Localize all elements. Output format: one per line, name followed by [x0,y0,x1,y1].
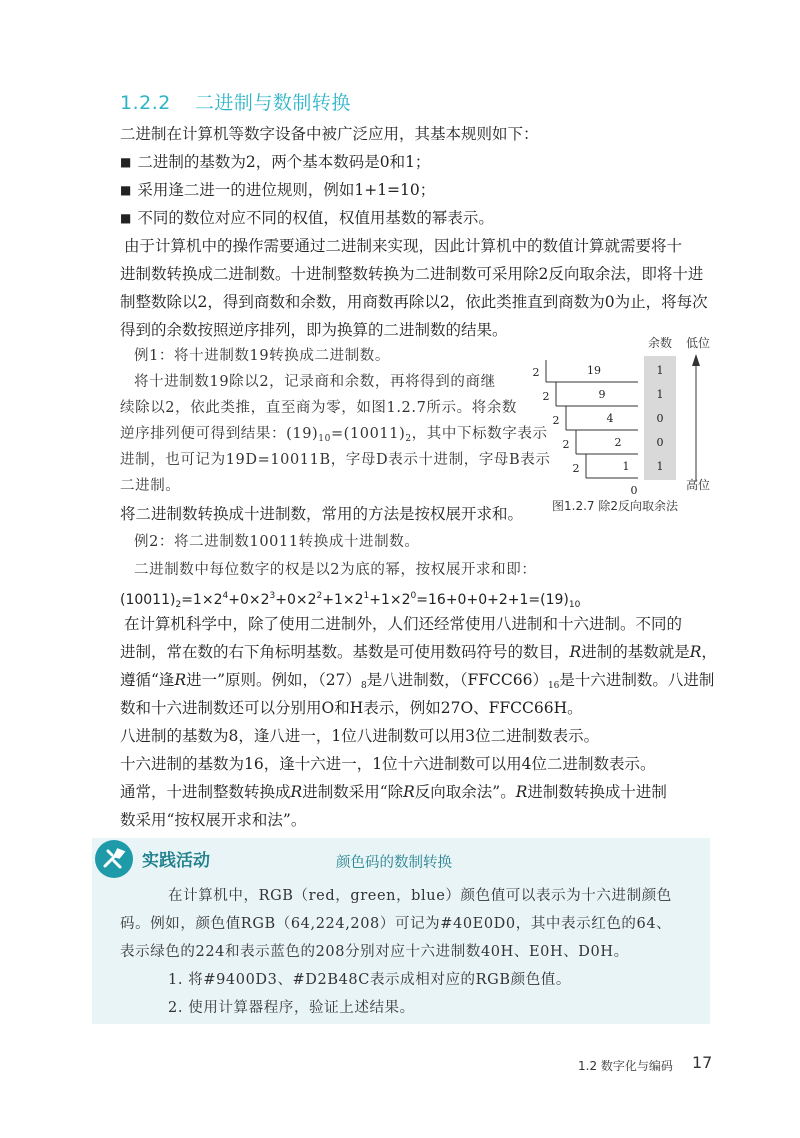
bullet-item: ■ 采用逢二进一的进位规则，例如1+1=10； [120,180,710,201]
italic-r: R [689,643,702,661]
division-diagram [528,332,718,522]
punctuation: ， [411,426,427,442]
italic-r: R [569,643,582,661]
remainder-label: 余数 [648,336,673,350]
intro-text: 二进制在计算机等数字设备中被广泛应用，其基本规则如下： [120,125,539,143]
subscript: 2 [405,434,412,444]
activity-line: 码。例如，颜色值RGB（64,224,208）可记为#40E0D0，其中表示红色的64、 [120,916,672,932]
division-figure [528,332,718,522]
quotient-value: 9 [598,388,606,401]
section-heading [120,88,351,115]
subscript: 10 [318,434,331,444]
paragraph-line: 八进制的基数为8，逢八进一，1位八进制数可以用3位二进制数表示。 [120,727,600,745]
formula-term: =16+0+0+2+1=(19) [416,592,569,608]
text-span: 是十六进制数。八进制 [559,671,715,689]
italic-r: R [290,783,303,801]
text-span: 进一”原则。例如，（27） [186,671,362,689]
activity-line: 表示绿色的224和表示蓝色的208分别对应十六进制数40H、E0H、D0H。 [120,944,629,960]
paragraph-line: 在计算机科学中，除了使用二进制外，人们还经常使用八进制和十六进制。不同的 [124,615,683,633]
italic-r: R [515,783,528,801]
activity-line: 在计算机中，RGB（red，green，blue）颜色值可以表示为十六进制颜色 [168,888,672,904]
divisor-value: 2 [562,438,570,451]
result-decimal: (19) [286,426,319,442]
quotient-value: 4 [606,412,614,425]
formula-binary: (10011) [120,592,176,608]
expansion-formula [120,586,710,615]
quotient-value: 0 [630,484,638,497]
paragraph-line: 由于计算机中的操作需要通过二进制来实现，因此计算机中的数值计算就需要将十 [124,237,683,255]
quotient-value: 1 [622,460,630,473]
result-prefix: 逆序排列便可得到结果： [120,426,287,442]
quotient-value: 2 [614,436,622,449]
quotient-value: 19 [587,364,601,377]
paragraph-line [120,782,710,802]
bullet-item: ■ 二进制的基数为2，两个基本数码是0和1； [120,152,710,173]
example2-title: 例2：将二进制数10011转换成十进制数。 [134,534,420,550]
paragraph-line: 十六进制的基数为16，逢十六进一，1位十六进制数可以用4位二进制数表示。 [120,755,656,773]
italic-r: R [403,783,415,801]
exponent: 0 [410,591,417,601]
activity-subtitle: 颜色码的数制转换 [336,855,452,871]
remainder-value: 1 [656,460,664,473]
text-span: 进制的基数就是 [581,643,690,661]
high-bit-label: 高位 [686,478,711,492]
remainder-value: 0 [656,412,664,425]
paragraph-line [120,670,715,696]
text-span: 通常，十进制整数转换成 [120,783,291,801]
paragraph-line: 进制数转换成二进制数。十进制整数转换为二进制数可采用除2反向取余法，即将十进 [120,265,704,283]
remainder-value: 0 [656,436,664,449]
exponent: 2 [316,591,323,601]
paragraph-line: 数和十六进制数还可以分别用O和H表示，例如27O、FFCC66H。 [120,699,583,717]
figure-caption: 图1.2.7 除2反向取余法 [552,499,678,513]
exponent: 4 [222,591,229,601]
result-binary: =(10011) [330,426,406,442]
example1-title: 例1：将十进制数19转换成二进制数。 [134,348,390,364]
text-span: 进制数采用“除 [302,783,404,801]
text-span: 进制数转换成十进制 [527,783,667,801]
formula-terms [181,592,580,608]
formula-term: =1×2 [181,592,223,608]
paragraph-line [120,642,717,662]
divisor-value: 2 [542,390,550,403]
example1-note: 其中下标数字表示 [426,426,548,442]
paragraph-line: 将二进制数转换成十进制数，常用的方法是按权展开求和。 [120,505,524,523]
subscript: 16 [547,681,560,691]
formula-term: +1×2 [369,592,411,608]
arrow-head [692,354,700,366]
low-bit-label: 低位 [686,336,711,350]
formula-term: +0×2 [275,592,317,608]
section-number: 1.2.2 [120,92,171,114]
activity-task: 2. 使用计算器程序，验证上述结果。 [168,1000,415,1016]
text-span: 反向取余法”。 [414,783,516,801]
example2-line: 二进制数中每位数字的权是以2为底的幂，按权展开求和即： [134,562,537,578]
tools-icon [94,839,134,879]
exponent: 1 [363,591,370,601]
subscript: 10 [568,600,581,610]
page-number: 17 [692,1053,713,1072]
activity-task: 1. 将#9400D3、#D2B48C表示成相对应的RGB颜色值。 [168,972,572,988]
text-span: 遵循“逢 [120,671,175,689]
formula-term: +1×2 [322,592,364,608]
example1-line: 将十进制数19除以2，记录商和余数，再将得到的商继 [134,374,496,390]
section-title: 二进制与数制转换 [194,92,351,114]
example1-line: 进制，也可记为19D=10011B，字母D表示十进制，字母B表示 [120,452,551,468]
paragraph-line: 数采用“按权展开求和法”。 [120,811,307,829]
text-span: 是八进制数，（FFCC66） [366,671,548,689]
paragraph-line: 得到的余数按照逆序排列，即为换算的二进制数的结果。 [120,321,508,339]
remainder-value: 1 [656,388,664,401]
example1-line: 续除以2，依此类推，直至商为零，如图1.2.7所示。将余数 [120,400,518,416]
italic-r: R [174,671,187,689]
example1-line: 二进制。 [120,478,181,494]
divisor-value: 2 [532,366,540,379]
bullet-item: ■ 不同的数位对应不同的权值，权值用基数的幂表示。 [120,208,710,229]
remainder-value: 1 [656,364,664,377]
divisor-value: 2 [572,462,580,475]
footer-section: 1.2 数字化与编码 [578,1059,673,1073]
divisor-value: 2 [552,414,560,427]
paragraph-line: 制整数除以2，得到商数和余数，用商数再除以2，依此类推直到商数为0为止，将每次 [120,293,708,311]
subscript: 8 [361,681,367,691]
subscript: 2 [175,600,182,610]
activity-label: 实践活动 [142,851,210,871]
exponent: 3 [269,591,276,601]
text-span: ， [701,643,717,661]
text-span: 进制，常在数的右下角标明基数。基数是可使用数码符号的数目， [120,643,570,661]
formula-term: +0×2 [228,592,270,608]
